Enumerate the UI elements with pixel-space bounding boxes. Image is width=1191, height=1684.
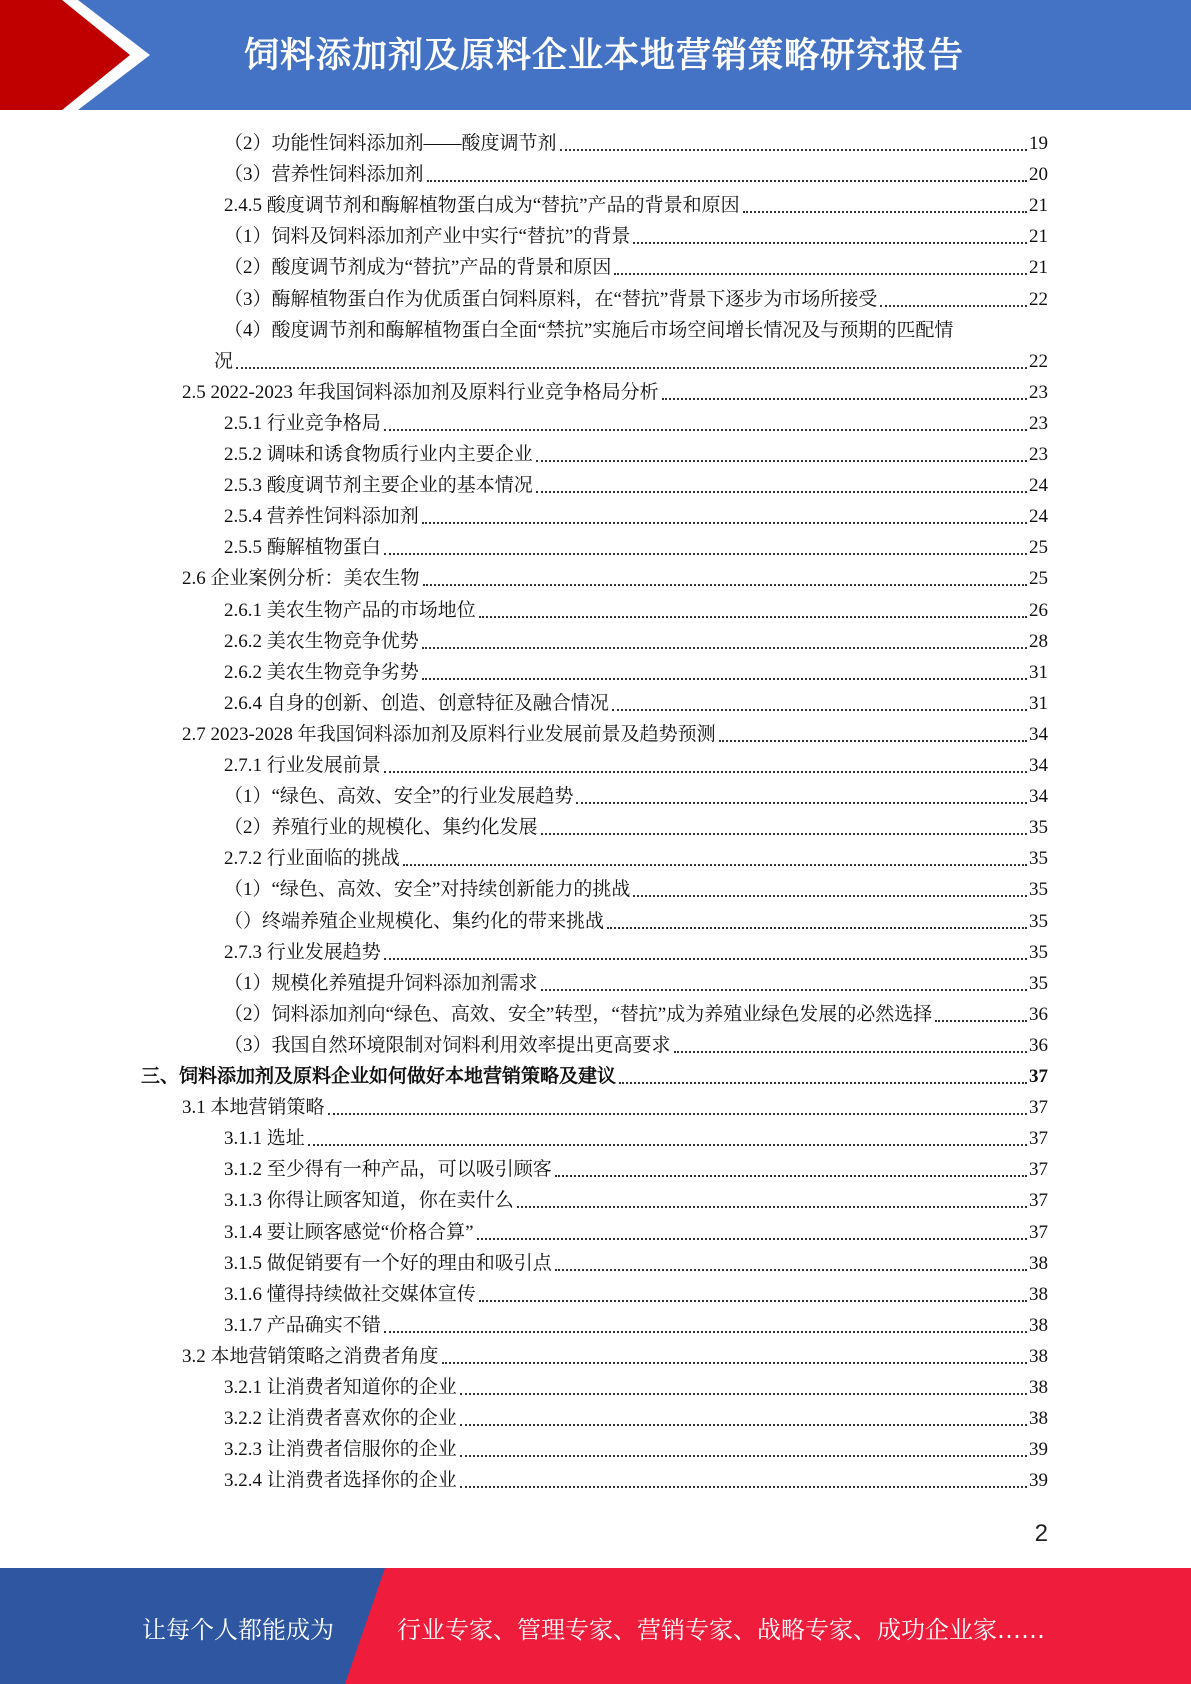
toc-entry[interactable] [224, 1184, 1048, 1215]
toc-entry[interactable] [224, 220, 1048, 251]
toc-leader-dots [460, 1455, 1027, 1457]
toc-leader-dots [384, 1331, 1027, 1333]
toc-entry-title: 2.5.5 酶解植物蛋白 [224, 537, 381, 558]
toc-leader-dots [328, 1113, 1027, 1115]
toc-entry[interactable] [224, 594, 1048, 625]
page-header [0, 0, 1191, 110]
toc-entry-title: 3.2.1 让消费者知道你的企业 [224, 1377, 457, 1398]
toc-leader-dots [517, 1206, 1027, 1208]
toc-entry-title: 2.5.4 营养性饲料添加剂 [224, 506, 419, 527]
toc-entry-page: 25 [1029, 568, 1048, 589]
toc-entry-page: 22 [1029, 351, 1048, 372]
toc-entry[interactable] [214, 345, 1048, 376]
toc-entry[interactable] [224, 1247, 1048, 1278]
page-number: 2 [1034, 1520, 1048, 1547]
toc-entry-title: 2.7 2023-2028 年我国饲料添加剂及原料行业发展前景及趋势预测 [182, 724, 716, 745]
toc-entry-page: 21 [1029, 195, 1048, 216]
toc-entry[interactable] [224, 873, 1048, 904]
toc-entry-page: 38 [1029, 1253, 1048, 1274]
toc-entry[interactable] [224, 687, 1048, 718]
toc-entry-title: （3）酶解植物蛋白作为优质蛋白饲料原料，在“替抗”背景下逐步为市场所接受 [224, 289, 878, 310]
toc-entry-page: 35 [1029, 848, 1048, 869]
toc-entry-title: 2.5 2022-2023 年我国饲料添加剂及原料行业竞争格局分析 [182, 382, 659, 403]
toc-entry-title: 3.2 本地营销策略之消费者角度 [182, 1346, 439, 1367]
toc-entry-title: （4）酸度调节剂和酶解植物蛋白全面“禁抗”实施后市场空间增长情况及与预期的匹配情 [224, 320, 954, 341]
toc-leader-dots [674, 1051, 1027, 1053]
toc-entry[interactable] [224, 1216, 1048, 1247]
toc-entry-page: 34 [1029, 755, 1048, 776]
toc-entry[interactable] [224, 1309, 1048, 1340]
toc-leader-dots [442, 1362, 1027, 1364]
toc-entry[interactable] [224, 1433, 1048, 1464]
toc-entry-title: 3.1.4 要让顾客感觉“价格合算” [224, 1222, 474, 1243]
toc-entry-page: 35 [1029, 817, 1048, 838]
toc-entry-title: 2.5.2 调味和诱食物质行业内主要企业 [224, 444, 533, 465]
toc-entry[interactable] [224, 749, 1048, 780]
toc-entry[interactable] [182, 376, 1048, 407]
toc-entry-page: 37 [1029, 1159, 1048, 1180]
toc-entry-page: 23 [1029, 382, 1048, 403]
toc-entry[interactable] [224, 251, 1048, 282]
toc-entry-title: 3.1.7 产品确实不错 [224, 1315, 381, 1336]
toc-entry-title: 3.2.4 让消费者选择你的企业 [224, 1470, 457, 1491]
toc-leader-dots [384, 553, 1027, 555]
toc-entry-page: 31 [1029, 693, 1048, 714]
toc-entry-title: 3.1.5 做促销要有一个好的理由和吸引点 [224, 1253, 552, 1274]
toc-leader-dots [479, 1300, 1027, 1302]
toc-leader-dots [541, 989, 1027, 991]
toc-entry[interactable] [224, 500, 1048, 531]
footer-slogan-right: 行业专家、管理专家、营销专家、战略专家、成功企业家…… [397, 1616, 1045, 1644]
toc-leader-dots [555, 1175, 1027, 1177]
toc-entry-title: 3.2.3 让消费者信服你的企业 [224, 1439, 457, 1460]
toc-entry[interactable] [224, 158, 1048, 189]
toc-entry-title: （1）“绿色、高效、安全”的行业发展趋势 [224, 786, 574, 807]
toc-leader-dots [460, 1486, 1027, 1488]
toc-entry-title: 3.1.3 你得让顾客知道，你在卖什么 [224, 1190, 514, 1211]
toc-entry-page: 35 [1029, 879, 1048, 900]
toc-entry[interactable] [224, 469, 1048, 500]
toc-leader-dots [384, 771, 1027, 773]
toc-entry-page: 39 [1029, 1439, 1048, 1460]
toc-entry-page: 21 [1029, 226, 1048, 247]
toc-entry-page: 36 [1029, 1035, 1048, 1056]
toc-leader-dots [541, 833, 1027, 835]
toc-entry-title: 3.1.2 至少得有一种产品，可以吸引顾客 [224, 1159, 552, 1180]
toc-leader-dots [935, 1020, 1027, 1022]
toc-entry[interactable] [224, 1153, 1048, 1184]
toc-leader-dots [576, 802, 1027, 804]
toc-leader-dots [536, 491, 1027, 493]
toc-entry[interactable] [224, 1464, 1048, 1495]
toc-entry-page: 37 [1029, 1097, 1048, 1118]
toc-entry-page: 31 [1029, 662, 1048, 683]
toc-entry[interactable] [224, 656, 1048, 687]
toc-entry[interactable] [224, 127, 1048, 158]
toc-leader-dots [403, 864, 1027, 866]
toc-entry[interactable] [182, 1091, 1048, 1122]
toc-leader-dots [479, 616, 1027, 618]
toc-leader-dots [662, 398, 1027, 400]
toc-entry-page: 24 [1029, 506, 1048, 527]
toc-entry-page: 35 [1029, 911, 1048, 932]
toc-entry[interactable] [224, 936, 1048, 967]
toc-entry-page: 26 [1029, 600, 1048, 621]
toc-entry[interactable] [224, 780, 1048, 811]
toc-entry-title: 2.7.1 行业发展前景 [224, 755, 381, 776]
toc-entry-title: （1）“绿色、高效、安全”对持续创新能力的挑战 [224, 879, 631, 900]
toc-leader-dots [555, 1269, 1027, 1271]
toc-entry[interactable] [224, 407, 1048, 438]
toc-entry-title: 2.6.4 自身的创新、创造、创意特征及融合情况 [224, 693, 609, 714]
toc-entry[interactable] [224, 842, 1048, 873]
toc-entry-title: 三、饲料添加剂及原料企业如何做好本地营销策略及建议 [141, 1066, 617, 1087]
toc-entry-title: 3.1.6 懂得持续做社交媒体宣传 [224, 1284, 476, 1305]
toc-entry-title: （2）饲料添加剂向“绿色、高效、安全”转型，“替抗”成为养殖业绿色发展的必然选择 [224, 1004, 933, 1025]
toc-entry-title: 3.2.2 让消费者喜欢你的企业 [224, 1408, 457, 1429]
toc-entry-page: 20 [1029, 164, 1048, 185]
toc-entry-title: （3）我国自然环境限制对饲料利用效率提出更高要求 [224, 1035, 671, 1056]
toc-entry-title: （2）酸度调节剂成为“替抗”产品的背景和原因 [224, 257, 612, 278]
toc-entry[interactable] [224, 1371, 1048, 1402]
toc-entry-page: 37 [1029, 1066, 1048, 1087]
toc-entry[interactable] [224, 314, 953, 345]
toc-entry-title: 2.6.2 美农生物竞争优势 [224, 631, 419, 652]
toc-entry-title: （3）营养性饲料添加剂 [224, 164, 424, 185]
toc-entry[interactable] [224, 283, 1048, 314]
toc-entry-page: 37 [1029, 1128, 1048, 1149]
toc-entry-page: 35 [1029, 973, 1048, 994]
toc-leader-dots [743, 211, 1027, 213]
toc-entry[interactable] [182, 1340, 1048, 1371]
toc-entry-page: 38 [1029, 1408, 1048, 1429]
toc-entry-page: 34 [1029, 724, 1048, 745]
toc-leader-dots [460, 1424, 1027, 1426]
toc-entry-title: （2）功能性饲料添加剂——酸度调节剂 [224, 133, 557, 154]
toc-leader-dots [477, 1238, 1027, 1240]
toc-entry[interactable] [224, 1029, 1048, 1060]
toc-entry-title: 2.5.1 行业竞争格局 [224, 413, 381, 434]
toc-leader-dots [460, 1393, 1027, 1395]
toc-entry-page: 34 [1029, 786, 1048, 807]
toc-entry-page: 23 [1029, 444, 1048, 465]
toc-entry-title: 2.6.2 美农生物竞争劣势 [224, 662, 419, 683]
toc-entry-title: 2.6.1 美农生物产品的市场地位 [224, 600, 476, 621]
toc-leader-dots [422, 678, 1027, 680]
toc-entry-page: 24 [1029, 475, 1048, 496]
toc-entry-page: 35 [1029, 942, 1048, 963]
toc-entry-title: 2.6 企业案例分析：美农生物 [182, 568, 420, 589]
toc-entry-page: 28 [1029, 631, 1048, 652]
toc-entry[interactable] [224, 189, 1048, 220]
toc-leader-dots [719, 740, 1027, 742]
toc-leader-dots [422, 522, 1027, 524]
toc-entry-page: 38 [1029, 1346, 1048, 1367]
toc-entry-title: 况 [214, 351, 234, 372]
toc-leader-dots [308, 1144, 1027, 1146]
toc-entry-title: （1）饲料及饲料添加剂产业中实行“替抗”的背景 [224, 226, 631, 247]
toc-entry[interactable] [182, 562, 1048, 593]
toc-leader-dots [633, 895, 1027, 897]
toc-entry[interactable] [141, 1060, 1048, 1091]
toc-leader-dots [384, 958, 1027, 960]
toc-entry[interactable] [182, 718, 1048, 749]
toc-entry-page: 25 [1029, 537, 1048, 558]
toc-entry-page: 37 [1029, 1222, 1048, 1243]
toc-entry[interactable] [224, 1402, 1048, 1433]
toc-entry[interactable] [224, 811, 1048, 842]
toc-leader-dots [619, 1082, 1027, 1084]
toc-entry-page: 36 [1029, 1004, 1048, 1025]
toc-leader-dots [612, 709, 1027, 711]
toc-leader-dots [880, 305, 1027, 307]
toc-entry-page: 22 [1029, 289, 1048, 310]
footer-slogan-left: 让每个人都能成为 [142, 1616, 334, 1644]
toc-entry-title: 2.5.3 酸度调节剂主要企业的基本情况 [224, 475, 533, 496]
toc-entry[interactable] [224, 905, 1048, 936]
toc-entry[interactable] [224, 998, 1048, 1029]
toc-entry-title: （）终端养殖企业规模化、集约化的带来挑战 [224, 911, 605, 932]
toc-leader-dots [427, 180, 1027, 182]
toc-entry-page: 21 [1029, 257, 1048, 278]
toc-entry-page: 38 [1029, 1377, 1048, 1398]
toc-entry-title: 3.1.1 选址 [224, 1128, 305, 1149]
toc-leader-dots [607, 927, 1027, 929]
toc-entry[interactable] [224, 1122, 1048, 1153]
toc-leader-dots [423, 584, 1027, 586]
toc-entry[interactable] [224, 1278, 1048, 1309]
toc-entry-page: 37 [1029, 1190, 1048, 1211]
toc-entry-page: 19 [1029, 133, 1048, 154]
toc-entry-page: 23 [1029, 413, 1048, 434]
toc-entry[interactable] [224, 438, 1048, 469]
toc-entry-title: （1）规模化养殖提升饲料添加剂需求 [224, 973, 538, 994]
toc-leader-dots [384, 429, 1027, 431]
toc-entry-title: 2.4.5 酸度调节剂和酶解植物蛋白成为“替抗”产品的背景和原因 [224, 195, 740, 216]
toc-leader-dots [614, 273, 1027, 275]
toc-entry[interactable] [224, 625, 1048, 656]
toc-leader-dots [633, 242, 1027, 244]
page-footer [0, 1568, 1191, 1684]
toc-entry[interactable] [224, 967, 1048, 998]
toc-entry[interactable] [224, 531, 1048, 562]
toc-entry-page: 38 [1029, 1284, 1048, 1305]
toc-entry-title: 3.1 本地营销策略 [182, 1097, 325, 1118]
toc-entry-title: （2）养殖行业的规模化、集约化发展 [224, 817, 538, 838]
toc-entry-title: 2.7.3 行业发展趋势 [224, 942, 381, 963]
toc-leader-dots [536, 460, 1027, 462]
report-title: 饲料添加剂及原料企业本地营销策略研究报告 [244, 36, 965, 76]
toc-leader-dots [560, 149, 1027, 151]
toc-leader-dots [422, 647, 1027, 649]
toc-entry-title: 2.7.2 行业面临的挑战 [224, 848, 400, 869]
toc-leader-dots [236, 367, 1027, 369]
toc-entry-page: 38 [1029, 1315, 1048, 1336]
toc-entry-page: 39 [1029, 1470, 1048, 1491]
